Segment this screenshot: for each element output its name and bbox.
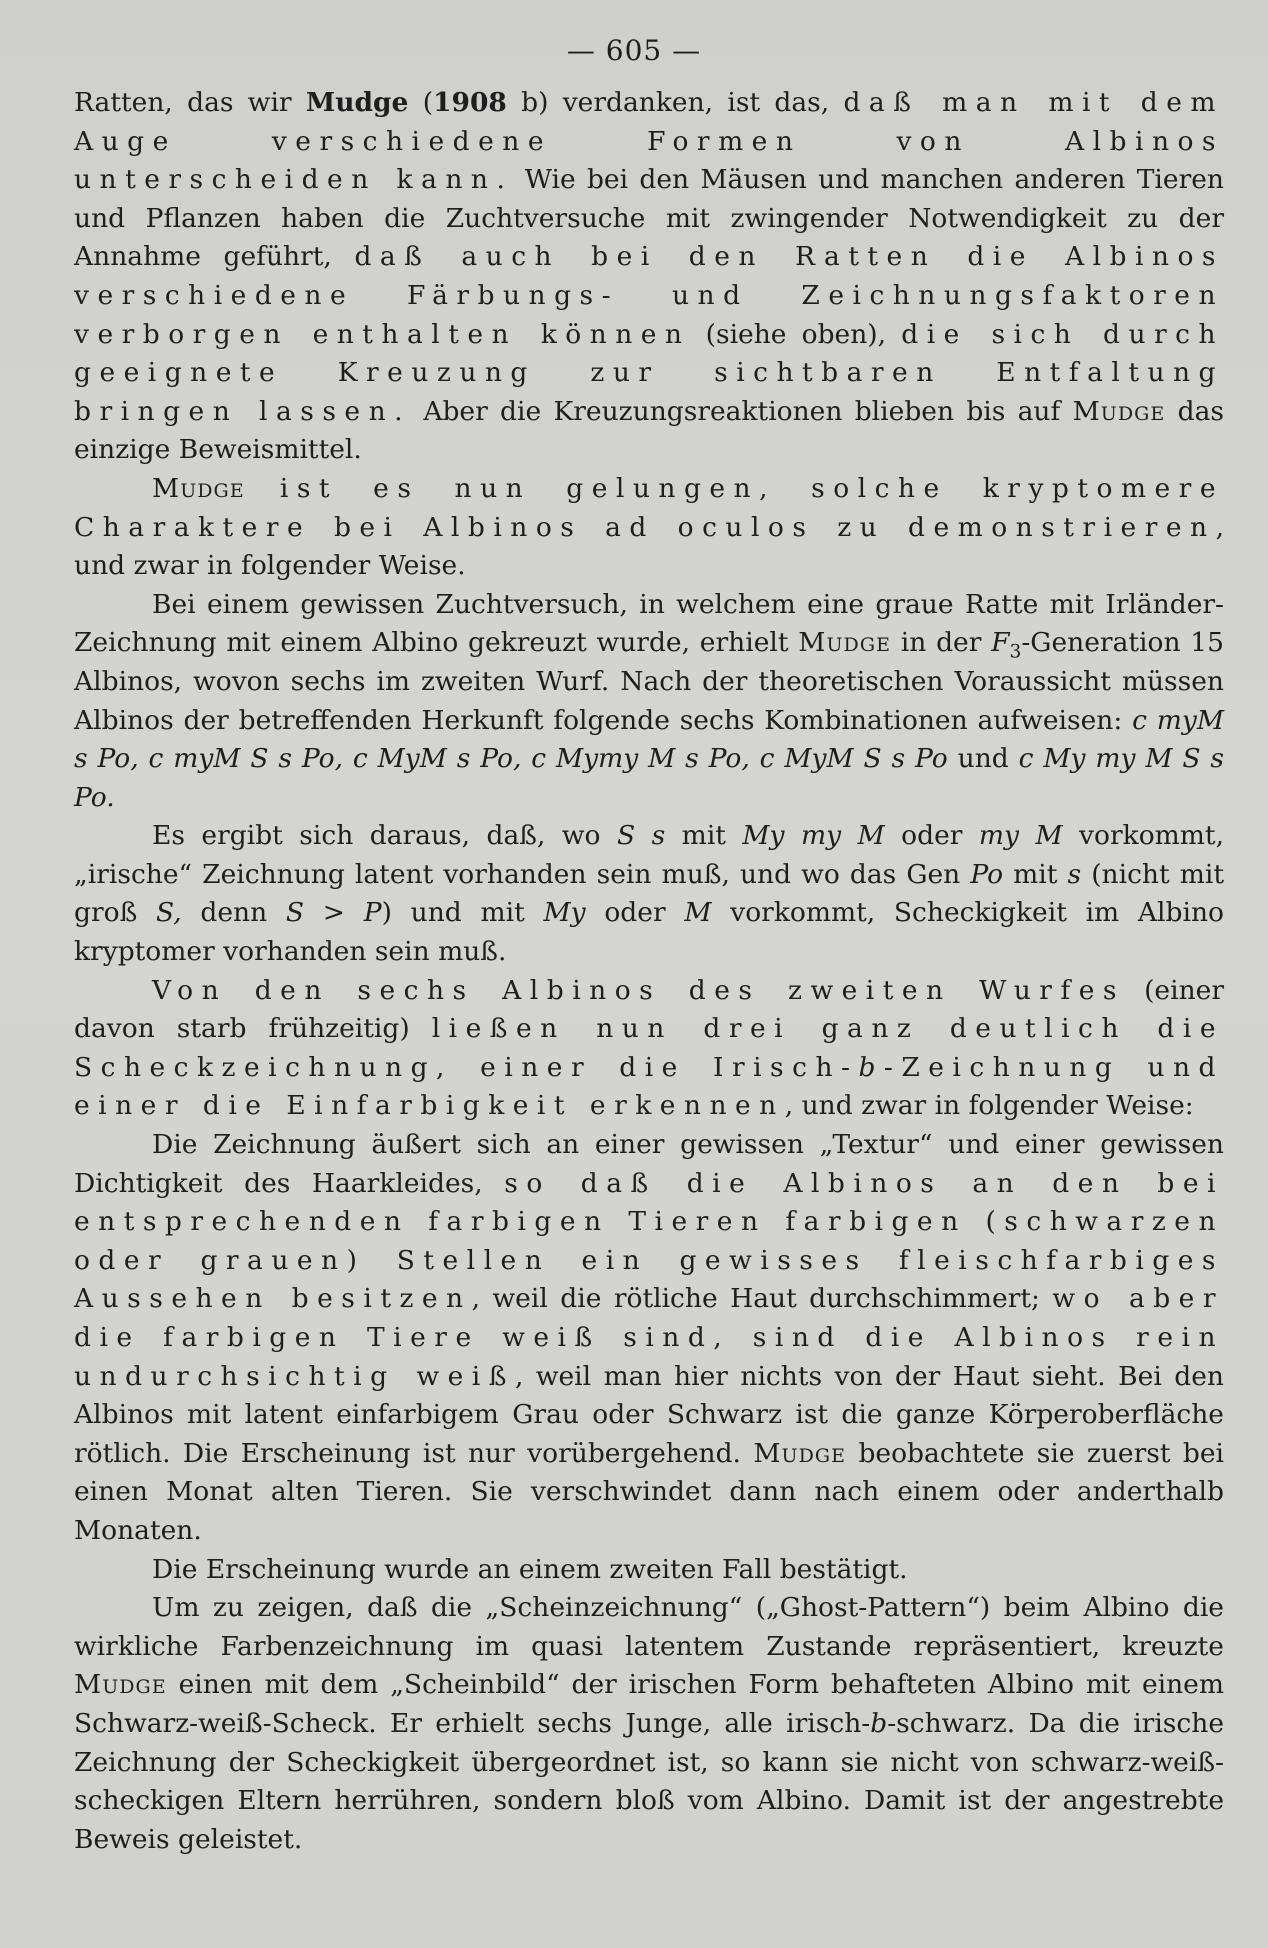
p5-text: , und zwar in folgender Weise:: [784, 1090, 1194, 1122]
gene-symbol: b: [870, 1707, 888, 1739]
spaced-emphasis: die sich durch geeignete Kreuzung zur sichtbaren Entfaltung bringen lassen.: [74, 318, 1225, 427]
spaced-emphasis: ist es nun gelungen, solche kryptomere Charaktere bei Albinos ad oculos zu demonstrieren: [74, 472, 1224, 543]
p2-text: , und zwar in folgender Weise.: [74, 511, 1224, 582]
gene-symbol: S,: [156, 897, 182, 929]
p6-text: , weil man hier nichts von der Haut sieht. Bei den Albinos mit latent einfarbigem Grau oder Schwarz ist die ganze Körperoberfläche rötlich. Die Erscheinung ist nur vorübergehend.: [74, 1360, 1224, 1469]
paragraph-1: [74, 84, 1224, 470]
p4-text: denn: [181, 897, 286, 929]
p4-text: oder: [585, 897, 685, 929]
spaced-emphasis: wo aber die farbigen Tiere weiß sind, sind die Albinos rein undurchsichtig weiß: [74, 1283, 1224, 1392]
p4-text: vorkommt, „irische“ Zeichnung latent vorhanden sein muß, und wo das Gen: [74, 820, 1224, 890]
p4-text: Es ergibt sich daraus, daß, wo: [152, 820, 617, 852]
p4-text: mit: [665, 820, 743, 852]
author-name: Mudge: [753, 1437, 847, 1469]
gene-symbol: Po: [970, 858, 1004, 890]
dominance-relation: S > P: [285, 897, 382, 929]
gene-symbol: s: [1067, 858, 1082, 890]
paragraph-7: [74, 1551, 1224, 1590]
p1-text: Ratten, das wir: [74, 87, 306, 118]
genotype-list: c myM s Po, c myM S s Po, c MyM s Po, c Mymy M s Po, c MyM S s Po: [74, 704, 1224, 775]
p6-text: Die Zeichnung äußert sich an einer gewissen „Textur“ und einer gewissen Dichtigkeit des Haarkleides,: [74, 1129, 1224, 1199]
spaced-emphasis: daß auch bei den Ratten die Albinos verschiedene Färbungs- und Zeichnungsfaktoren verborgen enthalten können: [74, 241, 1224, 350]
author-name: Mudge: [798, 627, 891, 659]
p3-text: in der: [891, 627, 992, 659]
generation-subscript: 3: [1009, 641, 1022, 663]
body-text: [74, 84, 1224, 1859]
p3-text: Bei einem gewissen Zuchtversuch, in welchem eine graue Ratte mit Irländer-Zeichnung mit einem Albino gekreuzt wurde, erhielt: [74, 588, 1224, 659]
p8-text: -schwarz. Da die irische Zeichnung der Scheckigkeit übergeordnet ist, so kann sie nicht von schwarz-weiß-scheckigen Eltern herrühren, sondern bloß vom Albino. Damit ist der angestrebte Beweis geleistet.: [74, 1707, 1224, 1855]
p4-text: mit: [1003, 858, 1068, 890]
page-number: — 605 —: [566, 34, 702, 67]
spaced-emphasis: -Zeichnung und einer die Einfarbigkeit erkennen: [74, 1051, 1225, 1122]
p8-text: einen mit dem „Scheinbild“ der irischen Form behafteten Albino mit einem Schwarz-weiß-Scheck. Er erhielt sechs Junge, alle irisch-: [74, 1669, 1224, 1739]
p1-text: (: [408, 87, 434, 118]
author-name: Mudge: [152, 472, 245, 504]
p6-text: beobachtete sie zuerst bei einen Monat alten Tieren. Sie verschwindet dann nach einem oder anderthalb Monaten.: [74, 1437, 1224, 1546]
author-name: Mudge: [74, 1669, 167, 1701]
p3-text: und: [947, 743, 1019, 775]
p5-text: (einer davon starb frühzeitig): [74, 974, 1224, 1045]
paragraph-5: [74, 972, 1224, 1126]
p4-text: ) und mit: [381, 897, 544, 929]
generation-symbol: F: [991, 627, 1010, 659]
p6-text: , weil die rötliche Haut durchschimmert;: [471, 1283, 1053, 1315]
p1-text: (siehe oben),: [690, 318, 902, 350]
spaced-emphasis: ließen nun drei ganz deutlich die Scheckzeichnung, einer die Irisch-: [74, 1013, 1224, 1083]
paragraph-6: [74, 1126, 1224, 1551]
gene-symbol: My: [543, 897, 586, 929]
gene-symbol: my M: [978, 820, 1063, 852]
gene-symbol: M: [684, 897, 712, 929]
paragraph-2: [74, 470, 1224, 586]
p7-text: Die Erscheinung wurde an einem zweiten Fall bestätigt.: [152, 1553, 908, 1585]
p1-text: b) verdanken, ist das,: [506, 87, 844, 118]
gene-symbol: S s: [616, 820, 666, 852]
spaced-emphasis: daß man mit dem Auge verschiedene Formen von Albinos unterscheiden kann.: [74, 87, 1225, 196]
gene-symbol: My my M: [742, 820, 885, 852]
p4-text: oder: [884, 820, 979, 852]
spaced-emphasis: Von den sechs Albinos des zweiten Wurfes: [152, 974, 1125, 1006]
p4-text: (nicht mit groß: [74, 858, 1224, 929]
author-name: Mudge: [1072, 395, 1166, 427]
p1-text: Wie bei den Mäusen und manchen anderen Tieren und Pflanzen haben die Zuchtversuche mit zwingender Notwendigkeit zu der Annahme geführt,: [74, 164, 1224, 273]
gene-symbol: b: [858, 1051, 884, 1083]
paragraph-4: [74, 817, 1224, 971]
p8-text: Um zu zeigen, daß die „Scheinzeichnung“ („Ghost-Pattern“) beim Albino die wirkliche Farbenzeichnung im quasi latentem Zustande repräsentiert, kreuzte: [74, 1592, 1224, 1662]
genotype-list: c My my M S s Po.: [74, 743, 1224, 813]
author-name: Mudge: [305, 87, 409, 118]
p3-text: -Generation 15 Albinos, wovon sechs im zweiten Wurf. Nach der theoretischen Voraussicht müssen Albinos der betreffenden Herkunft folgende sechs Kombinationen aufweisen:: [74, 627, 1224, 736]
p4-text: vorkommt, Scheckigkeit im Albino kryptomer vorhanden sein muß.: [74, 897, 1224, 968]
citation-year: 1908: [433, 87, 507, 118]
spaced-emphasis: so daß die Albinos an den bei entsprechenden farbigen Tieren farbigen (schwarzen oder grauen) Stellen ein gewisses fleischfarbiges Aussehen besitzen: [74, 1167, 1224, 1315]
paragraph-8: [74, 1589, 1224, 1859]
paragraph-3: [74, 586, 1224, 818]
p1-text: das einzige Beweismittel.: [74, 395, 1224, 466]
p1-text: Aber die Kreuzungsreaktionen blieben bis auf: [411, 395, 1073, 427]
